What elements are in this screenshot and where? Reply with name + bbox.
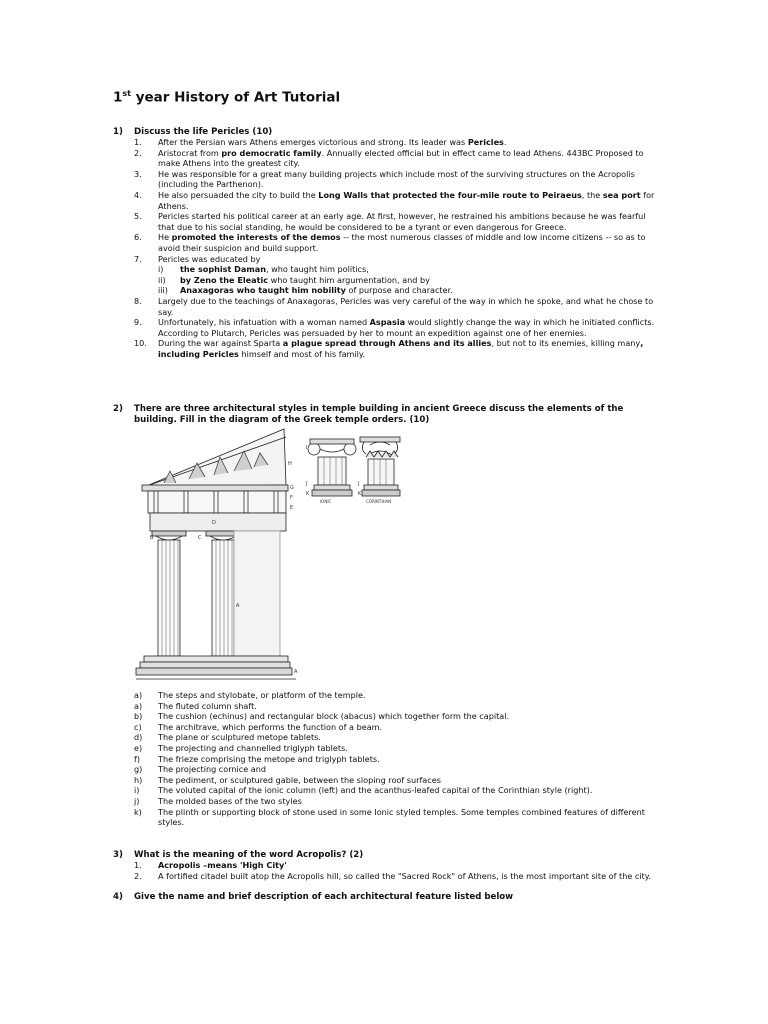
sub-list-item (134, 275, 659, 286)
bold-text: promoted the interests of the demos (171, 232, 341, 243)
sub-list-item-number: iii) (158, 285, 168, 296)
text-run: He also persuaded the city to build the (158, 189, 319, 200)
question-text: What is the meaning of the word Acropolis? (2) (134, 850, 364, 860)
sub-list-item-text (180, 285, 453, 295)
list-item-number: 2. (134, 870, 142, 881)
list-item (134, 764, 659, 775)
list-item-text (158, 232, 645, 253)
sub-list-item-number: i) (158, 264, 164, 275)
sub-list-item-text (180, 264, 369, 274)
list-item-text (158, 743, 348, 753)
text-run: The projecting cornice and (158, 764, 267, 775)
list-item-text (158, 701, 257, 711)
list-item (134, 775, 659, 786)
label-j-corinthian: J (358, 481, 360, 487)
list-item (134, 796, 659, 807)
list-item-number: k) (134, 806, 142, 817)
text-run: Pericles was educated by (158, 253, 261, 264)
bold-text: pro democratic family (221, 147, 322, 158)
list-item-text (158, 711, 509, 721)
sub-list-item-text (180, 275, 430, 285)
text-run: After the Persian wars Athens emerges victorious and strong. Its leader was (158, 137, 468, 147)
list-item-number: g) (134, 764, 143, 775)
text-run: The frieze comprising the metope and triglyph tablets. (158, 753, 380, 764)
question-number: 3) (113, 850, 123, 860)
text-run: Largely due to the teachings of Anaxagoras, Pericles was very careful of the way in which he spoke, and what he chose to say. (158, 295, 654, 317)
list-item-number: 1. (134, 137, 142, 147)
sub-list-item (134, 285, 659, 296)
label-k: K (306, 491, 310, 497)
label-a: A (236, 603, 240, 609)
text-run: The architrave, which performs the function of a beam. (158, 721, 383, 732)
text-run: The cushion (echinus) and rectangular block (abacus) which together form the capital. (158, 711, 510, 722)
question-number: 1) (113, 127, 123, 137)
bold-text: , including Pericles (158, 338, 644, 359)
label-i: I (284, 453, 286, 459)
list-item-number: 6. (134, 232, 142, 243)
text-run: himself and most of his family. (238, 348, 366, 359)
list-item (134, 190, 659, 211)
list-item-number: h) (134, 774, 143, 785)
list-item-text (158, 722, 382, 732)
text-run: , who taught him politics, (266, 264, 369, 275)
label-e: E (290, 505, 294, 511)
question-text: Give the name and brief description of each architectural feature listed below (134, 892, 514, 902)
list-item-text (158, 871, 651, 881)
list-item (134, 254, 659, 265)
caption-corinthian: CORINTHIAN (366, 499, 392, 504)
list-item-text (158, 190, 654, 211)
list-item (134, 137, 659, 148)
list-item (134, 169, 659, 190)
list-item-number: 5. (134, 211, 142, 222)
list-item-number: c) (134, 721, 142, 732)
text-run: . (503, 137, 507, 147)
text-run: He (158, 232, 172, 243)
list-item (134, 232, 659, 253)
text-run: for Athens. (158, 189, 655, 211)
list-item (134, 296, 659, 317)
text-run: The steps and stylobate, or platform of the temple. (158, 690, 366, 700)
title-text: year History of Art Tutorial (131, 89, 341, 106)
q2-answer-list (134, 690, 659, 828)
list-item-text (158, 764, 266, 774)
text-run: Pericles started his political career at an early age. At first, however, he restrained his ambitions because he was fearful that due to his social standing, he would be considered to be a tyrant or even dangerous for Greece. (158, 211, 646, 232)
list-item-number: d) (134, 732, 143, 743)
list-item (134, 722, 659, 733)
list-item (134, 148, 659, 169)
list-item (134, 711, 659, 722)
text-run: The projecting and channelled triglyph tablets. (158, 742, 348, 753)
list-item-text (158, 137, 506, 147)
list-item-number: a) (134, 690, 143, 700)
list-item-number: f) (134, 753, 141, 764)
list-item (134, 211, 659, 232)
question-number: 2) (113, 404, 123, 414)
text-run: Aristocrat from (158, 147, 222, 158)
list-item-text (158, 211, 646, 232)
text-run: The pediment, or sculptured gable, between the sloping roof surfaces (158, 774, 441, 785)
list-item-text (158, 690, 366, 700)
title-ordinal: st (122, 89, 131, 98)
list-item-text (158, 317, 654, 338)
question-text: There are three architectural styles in temple building in ancient Greece discuss the elements of the building. Fill in the diagram of the Greek temple orders. (10) (134, 404, 624, 425)
list-item-number: a) (134, 700, 143, 711)
list-item-text (158, 785, 592, 795)
text-run: would slightly change the way in which he initiated conflicts. According to Plutarch, Pericles was persuaded by her to mount an expedition against one of her enemies. (158, 317, 655, 338)
list-item-text (158, 807, 645, 828)
label-c: C (198, 535, 202, 541)
list-item (134, 871, 659, 882)
ionic-column-illustration (308, 439, 356, 496)
label-i-ionic: I (306, 445, 308, 451)
list-item-number: e) (134, 742, 143, 753)
list-item-number: 4. (134, 189, 142, 200)
list-item-number: 8. (134, 295, 142, 306)
bold-text: a plague spread through Athens and its allies (282, 338, 492, 349)
greek-temple-orders-diagram (134, 427, 402, 683)
sub-list-item (134, 264, 659, 275)
label-a-steps: A (294, 669, 298, 675)
sub-list-item-number: ii) (158, 274, 166, 285)
list-item-number: 3. (134, 168, 142, 179)
list-item-number: 1. (134, 860, 142, 870)
list-item (134, 701, 659, 712)
list-item-text (158, 796, 302, 806)
list-item-number: b) (134, 711, 143, 722)
page-title (113, 89, 340, 106)
list-item-text (158, 732, 321, 742)
label-d: D (212, 520, 216, 526)
bold-text: sea port (602, 189, 641, 200)
list-item-text (158, 754, 380, 764)
list-item-number: i) (134, 785, 140, 796)
list-item (134, 807, 659, 828)
label-j: J (306, 481, 308, 487)
text-run: , but not to its enemies, killing many (491, 338, 641, 349)
list-item-number: j) (134, 795, 140, 806)
bold-text: the sophist Daman (180, 264, 266, 275)
label-g: G (290, 485, 294, 491)
text-run: During the war against Sparta (158, 338, 283, 349)
list-item (134, 690, 659, 701)
bold-text: Pericles (467, 137, 504, 147)
question-text: Discuss the life Pericles (10) (134, 127, 273, 137)
list-item-text (158, 860, 287, 870)
text-run: The voluted capital of the ionic column (left) and the acanthus-leafed capital of the Corinthian style (right). (158, 785, 593, 796)
text-run: The plinth or supporting block of stone used in some Ionic styled temples. Some temples combined features of different styles. (158, 806, 645, 828)
list-item-number: 10. (134, 338, 147, 349)
list-item-text (158, 148, 644, 169)
label-h: H (288, 461, 292, 467)
list-item (134, 317, 659, 338)
text-run: He was responsible for a great many building projects which include most of the surviving structures on the Acropolis (including the Parthenon). (158, 168, 635, 190)
list-item-text (158, 338, 643, 359)
list-item-text (158, 296, 653, 317)
text-run: , the (581, 189, 603, 200)
text-run: . Annually elected official but in effect came to lead Athens. 443BC Proposed to make Athens into the greatest city. (158, 147, 644, 169)
corinthian-column-illustration (360, 437, 400, 496)
bold-text: Long Walls that protected the four-mile route to Peiraeus (318, 189, 582, 200)
list-item-number: 9. (134, 317, 142, 328)
list-item (134, 754, 659, 765)
list-item-number: 7. (134, 253, 142, 264)
text-run: The fluted column shaft. (158, 700, 257, 711)
list-item (134, 785, 659, 796)
question-number: 4) (113, 892, 123, 902)
title-number: 1 (113, 89, 123, 106)
list-item-text (158, 775, 441, 785)
text-run: who taught him argumentation, and by (268, 274, 430, 285)
list-item-number: 2. (134, 147, 142, 158)
bold-text: Acropolis –means 'High City' (158, 860, 287, 870)
text-run: The plane or sculptured metope tablets. (158, 732, 321, 743)
bold-text: Aspasia (369, 317, 406, 328)
caption-ionic: IONIC (320, 499, 332, 504)
list-item (134, 732, 659, 743)
list-item (134, 860, 659, 871)
q1-answer-list (134, 137, 659, 359)
label-k-corinthian: K (358, 491, 362, 497)
doric-temple-illustration (136, 429, 296, 679)
text-run: -- the most numerous classes of middle and low income citizens -- so as to avoid their suspicion and build support. (158, 232, 646, 253)
list-item-text (158, 254, 260, 264)
text-run: A fortified citadel built atop the Acropolis hill, so called the "Sacred Rock" of Athens, is the most important site of the city. (158, 870, 651, 881)
list-item (134, 743, 659, 754)
text-run: The molded bases of the two styles (158, 795, 302, 806)
text-run: of purpose and character. (345, 285, 453, 296)
q3-answer-list (134, 860, 659, 881)
list-item-text (158, 169, 635, 190)
bold-text: Anaxagoras who taught him nobility (180, 285, 346, 296)
label-b: B (150, 535, 154, 541)
label-f: F (290, 495, 293, 501)
list-item (134, 338, 659, 359)
text-run: Unfortunately, his infatuation with a woman named (158, 317, 370, 328)
bold-text: by Zeno the Eleatic (180, 274, 269, 285)
